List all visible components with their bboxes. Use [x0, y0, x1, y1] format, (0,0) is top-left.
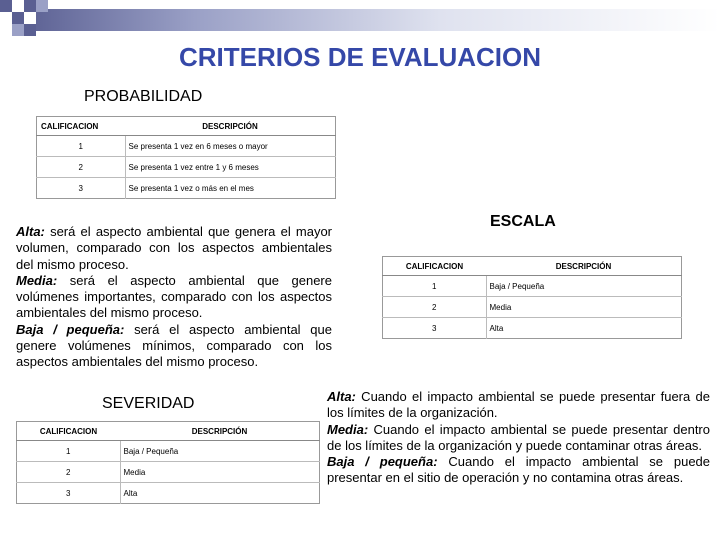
- alta-term: Alta:: [327, 389, 356, 404]
- table-cell-cal: 2: [37, 157, 126, 178]
- severidad-heading: SEVERIDAD: [102, 395, 195, 412]
- table-cell-cal: 2: [383, 297, 487, 318]
- table-row: [37, 157, 336, 178]
- deco-square: [36, 0, 48, 12]
- baja-term: Baja / pequeña:: [327, 454, 438, 470]
- table-row: [37, 136, 336, 157]
- table-cell-desc: Se presenta 1 vez entre 1 y 6 meses: [125, 157, 336, 178]
- table-cell-desc: Se presenta 1 vez en 6 meses o mayor: [125, 136, 336, 157]
- baja-term: Baja / pequeña:: [16, 321, 125, 337]
- table-row: [17, 441, 320, 462]
- media-text: será el aspecto ambiental que genere volúmenes importantes, comparado con los aspectos ambientales del mismo proceso.: [16, 272, 332, 321]
- deco-square: [24, 24, 36, 36]
- deco-square: [24, 0, 36, 12]
- table-cell-cal: 3: [37, 178, 126, 199]
- deco-square: [12, 24, 24, 36]
- deco-square: [0, 0, 12, 12]
- deco-square: [0, 12, 12, 24]
- table-header-row: [17, 422, 320, 441]
- page-title: CRITERIOS DE EVALUACION: [178, 42, 542, 72]
- probabilidad-table: [36, 116, 336, 199]
- probabilidad-heading: PROBABILIDAD: [84, 88, 203, 105]
- escala-description: [16, 224, 332, 371]
- deco-square: [24, 12, 36, 24]
- table-cell-desc: Media: [486, 297, 682, 318]
- table-row: [17, 462, 320, 483]
- gradient-bar: [20, 9, 720, 31]
- table-row: [383, 276, 682, 297]
- table-header-row: [383, 257, 682, 276]
- baja-text: Cuando el impacto ambiental se puede presentar en el sitio de operación y no contamina otras áreas.: [327, 454, 711, 486]
- table-cell-cal: 1: [17, 441, 121, 462]
- column-header: DESCRIPCIÓN: [120, 422, 320, 441]
- escala-table: [382, 256, 682, 339]
- table-row: [383, 297, 682, 318]
- media-term: Media:: [16, 272, 58, 288]
- table-cell-cal: 1: [383, 276, 487, 297]
- table-row: [37, 178, 336, 199]
- table-cell-desc: Baja / Pequeña: [486, 276, 682, 297]
- table-row: [383, 318, 682, 339]
- deco-square: [12, 0, 24, 12]
- table-cell-desc: Media: [120, 462, 320, 483]
- media-text: Cuando el impacto ambiental se puede presentar dentro de los límites de la organización y puede contaminar otras áreas.: [327, 421, 710, 453]
- deco-square: [12, 12, 24, 24]
- column-header: CALIFICACION: [17, 422, 121, 441]
- table-row: [17, 483, 320, 504]
- table-header-row: [37, 117, 336, 136]
- escala-heading: ESCALA: [490, 213, 556, 230]
- alta-text: Cuando el impacto ambiental se puede presentar fuera de los límites de la organización.: [327, 389, 710, 421]
- table-cell-desc: Baja / Pequeña: [120, 441, 320, 462]
- media-term: Media:: [327, 421, 369, 437]
- alta-text: será el aspecto ambiental que genera el mayor volumen, comparado con los aspectos ambientales del mismo proceso.: [16, 224, 332, 272]
- alta-term: Alta:: [16, 224, 45, 239]
- column-header: CALIFICACION: [383, 257, 487, 276]
- table-cell-desc: Alta: [120, 483, 320, 504]
- table-cell-cal: 2: [17, 462, 121, 483]
- table-cell-cal: 3: [17, 483, 121, 504]
- table-cell-desc: Se presenta 1 vez o más en el mes: [125, 178, 336, 199]
- column-header: DESCRIPCIÓN: [125, 117, 336, 136]
- table-cell-cal: 3: [383, 318, 487, 339]
- column-header: CALIFICACION: [37, 117, 126, 136]
- column-header: DESCRIPCIÓN: [486, 257, 682, 276]
- decorative-header-bar: [0, 0, 720, 40]
- severidad-description: [327, 389, 710, 487]
- table-cell-cal: 1: [37, 136, 126, 157]
- baja-text: será el aspecto ambiental que genere volúmenes mínimos, comparado con los aspectos ambientales del mismo proceso.: [16, 321, 332, 370]
- table-cell-desc: Alta: [486, 318, 682, 339]
- severidad-table: [16, 421, 320, 504]
